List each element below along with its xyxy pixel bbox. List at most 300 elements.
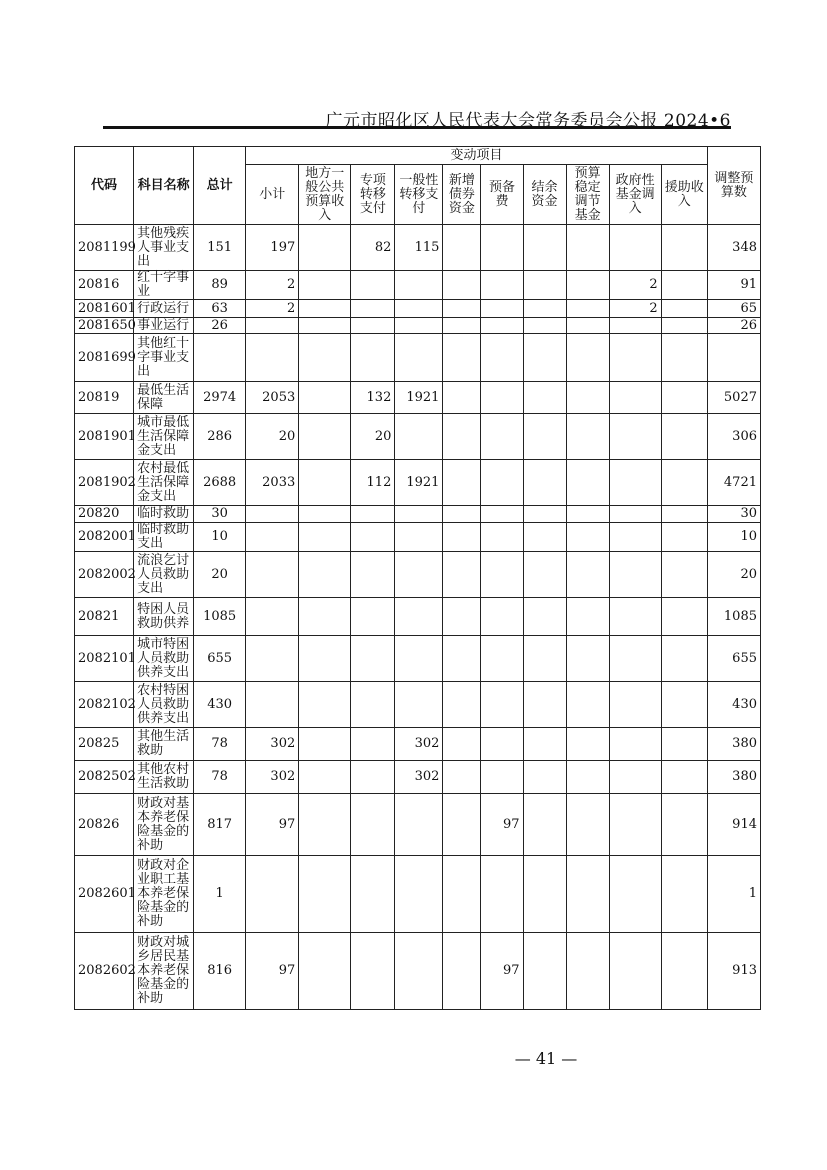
cell-change-value	[566, 225, 609, 271]
cell-change-value	[609, 682, 661, 728]
cell-adjusted: 91	[707, 271, 760, 300]
cell-change-value	[661, 682, 707, 728]
cell-adjusted: 655	[707, 636, 760, 682]
table-header	[75, 147, 761, 225]
cell-change-value: 97	[246, 794, 299, 856]
table-row	[75, 225, 761, 271]
budget-adjustment-table	[74, 146, 761, 1010]
cell-change-value	[351, 728, 395, 761]
table-row	[75, 761, 761, 794]
cell-subject-name: 农村最低生活保障金支出	[134, 460, 194, 506]
cell-change-value	[481, 636, 523, 682]
cell-subject-name: 临时救助	[134, 506, 194, 523]
subheader-col: 预算稳定调节基金	[566, 165, 609, 225]
header-code: 代码	[75, 147, 134, 225]
cell-change-value	[351, 318, 395, 334]
cell-subject-name: 临时救助支出	[134, 523, 194, 552]
cell-adjusted: 1	[707, 856, 760, 933]
cell-change-value	[523, 300, 566, 318]
cell-total: 20	[194, 552, 246, 598]
cell-change-value	[395, 334, 443, 382]
cell-change-value	[299, 300, 351, 318]
cell-change-value: 2053	[246, 382, 299, 414]
cell-adjusted: 10	[707, 523, 760, 552]
cell-change-value	[351, 761, 395, 794]
cell-change-value	[481, 382, 523, 414]
cell-change-value	[661, 552, 707, 598]
cell-change-value	[299, 856, 351, 933]
cell-code: 2081902	[75, 460, 134, 506]
cell-adjusted: 1085	[707, 598, 760, 636]
cell-change-value	[299, 761, 351, 794]
subheader-col: 预备费	[481, 165, 523, 225]
cell-change-value	[481, 506, 523, 523]
cell-change-value	[351, 334, 395, 382]
subheader-col: 小计	[246, 165, 299, 225]
cell-change-value	[523, 761, 566, 794]
cell-adjusted: 430	[707, 682, 760, 728]
table-row	[75, 318, 761, 334]
cell-subject-name: 财政对企业职工基本养老保险基金的补助	[134, 856, 194, 933]
cell-change-value	[523, 334, 566, 382]
cell-subject-name: 流浪乞讨人员救助支出	[134, 552, 194, 598]
table-row	[75, 300, 761, 318]
cell-change-value: 302	[395, 728, 443, 761]
cell-change-value	[443, 523, 481, 552]
cell-change-value	[443, 300, 481, 318]
cell-change-value: 2	[609, 300, 661, 318]
subheader-col: 援助收入	[661, 165, 707, 225]
cell-code: 2081199	[75, 225, 134, 271]
cell-change-value: 2	[246, 300, 299, 318]
cell-total: 286	[194, 414, 246, 460]
cell-code: 2081699	[75, 334, 134, 382]
cell-code: 20826	[75, 794, 134, 856]
cell-change-value	[609, 636, 661, 682]
cell-change-value	[481, 271, 523, 300]
cell-change-value	[661, 636, 707, 682]
cell-change-value	[395, 794, 443, 856]
cell-subject-name: 财政对城乡居民基本养老保险基金的补助	[134, 933, 194, 1010]
subheader-col: 政府性基金调入	[609, 165, 661, 225]
cell-change-value	[299, 318, 351, 334]
cell-change-value	[299, 271, 351, 300]
cell-change-value	[566, 598, 609, 636]
cell-subject-name: 红十字事业	[134, 271, 194, 300]
cell-total: 78	[194, 761, 246, 794]
cell-subject-name: 最低生活保障	[134, 382, 194, 414]
cell-adjusted: 26	[707, 318, 760, 334]
cell-change-value	[443, 414, 481, 460]
cell-change-value	[395, 506, 443, 523]
cell-adjusted: 4721	[707, 460, 760, 506]
cell-change-value	[523, 856, 566, 933]
cell-change-value	[609, 318, 661, 334]
cell-change-value	[443, 506, 481, 523]
cell-change-value	[523, 636, 566, 682]
cell-subject-name: 财政对基本养老保险基金的补助	[134, 794, 194, 856]
cell-change-value	[523, 682, 566, 728]
cell-change-value	[523, 271, 566, 300]
cell-change-value	[443, 460, 481, 506]
cell-change-value	[395, 300, 443, 318]
cell-change-value	[661, 728, 707, 761]
cell-change-value	[246, 682, 299, 728]
cell-change-value	[566, 318, 609, 334]
cell-change-value	[523, 794, 566, 856]
cell-change-value	[661, 382, 707, 414]
cell-change-value	[609, 598, 661, 636]
cell-code: 2082602	[75, 933, 134, 1010]
cell-change-value	[299, 414, 351, 460]
cell-adjusted	[707, 334, 760, 382]
cell-change-value	[299, 933, 351, 1010]
cell-total: 89	[194, 271, 246, 300]
table-row	[75, 636, 761, 682]
cell-adjusted: 5027	[707, 382, 760, 414]
table-row	[75, 523, 761, 552]
cell-change-value	[523, 728, 566, 761]
cell-change-value	[443, 794, 481, 856]
cell-change-value	[566, 856, 609, 933]
cell-subject-name: 城市特困人员救助供养支出	[134, 636, 194, 682]
page-number: — 41 —	[514, 1049, 578, 1068]
cell-adjusted: 20	[707, 552, 760, 598]
cell-change-value	[481, 598, 523, 636]
cell-change-value	[481, 460, 523, 506]
cell-change-value	[299, 460, 351, 506]
cell-change-value	[351, 636, 395, 682]
subheader-col: 结余资金	[523, 165, 566, 225]
cell-change-value	[481, 318, 523, 334]
cell-change-value	[299, 523, 351, 552]
cell-total	[194, 334, 246, 382]
table-row	[75, 506, 761, 523]
cell-change-value	[481, 682, 523, 728]
cell-change-value	[395, 271, 443, 300]
bulletin-header-title: 广元市昭化区人民代表大会常务委员会公报 2024•6	[325, 111, 731, 131]
cell-change-value	[523, 318, 566, 334]
cell-change-value: 112	[351, 460, 395, 506]
subheader-col: 地方一般公共预算收入	[299, 165, 351, 225]
table-row	[75, 598, 761, 636]
cell-total: 817	[194, 794, 246, 856]
cell-change-value	[351, 523, 395, 552]
table-row	[75, 460, 761, 506]
cell-change-value	[661, 334, 707, 382]
table-row	[75, 334, 761, 382]
cell-change-value	[443, 728, 481, 761]
cell-change-value	[246, 506, 299, 523]
cell-change-value	[443, 382, 481, 414]
cell-change-value	[443, 598, 481, 636]
cell-change-value	[395, 598, 443, 636]
cell-total: 816	[194, 933, 246, 1010]
cell-change-value: 302	[395, 761, 443, 794]
cell-adjusted: 914	[707, 794, 760, 856]
cell-subject-name: 其他农村生活救助	[134, 761, 194, 794]
cell-change-value	[523, 225, 566, 271]
cell-total: 10	[194, 523, 246, 552]
cell-change-value	[661, 414, 707, 460]
cell-change-value	[523, 598, 566, 636]
cell-change-value	[299, 794, 351, 856]
cell-change-value	[395, 856, 443, 933]
cell-change-value: 97	[481, 794, 523, 856]
cell-change-value	[443, 271, 481, 300]
cell-change-value	[609, 225, 661, 271]
cell-change-value	[609, 856, 661, 933]
cell-change-value	[299, 552, 351, 598]
cell-change-value	[609, 414, 661, 460]
cell-total: 1	[194, 856, 246, 933]
cell-change-value	[351, 506, 395, 523]
cell-change-value	[351, 856, 395, 933]
cell-change-value	[443, 856, 481, 933]
header-subject-name: 科目名称	[134, 147, 194, 225]
cell-change-value	[566, 382, 609, 414]
cell-adjusted: 380	[707, 761, 760, 794]
cell-change-value	[523, 506, 566, 523]
cell-change-value	[566, 728, 609, 761]
cell-code: 20820	[75, 506, 134, 523]
cell-change-value	[566, 794, 609, 856]
cell-change-value	[299, 728, 351, 761]
cell-change-value	[661, 318, 707, 334]
cell-change-value	[609, 933, 661, 1010]
cell-change-value	[443, 334, 481, 382]
cell-change-value	[246, 552, 299, 598]
cell-change-value: 132	[351, 382, 395, 414]
cell-change-value	[299, 598, 351, 636]
cell-change-value	[523, 523, 566, 552]
cell-total: 2974	[194, 382, 246, 414]
cell-code: 2081901	[75, 414, 134, 460]
cell-change-value	[246, 334, 299, 382]
cell-change-value	[351, 300, 395, 318]
cell-change-value	[481, 728, 523, 761]
cell-change-value	[566, 460, 609, 506]
header-total: 总计	[194, 147, 246, 225]
cell-code: 20821	[75, 598, 134, 636]
cell-change-value	[661, 506, 707, 523]
cell-change-value	[299, 682, 351, 728]
cell-total: 30	[194, 506, 246, 523]
table-row	[75, 728, 761, 761]
cell-adjusted: 306	[707, 414, 760, 460]
cell-code: 20819	[75, 382, 134, 414]
cell-total: 655	[194, 636, 246, 682]
cell-total: 63	[194, 300, 246, 318]
cell-change-value	[443, 225, 481, 271]
cell-change-value	[246, 523, 299, 552]
cell-change-value	[395, 523, 443, 552]
cell-code: 2081601	[75, 300, 134, 318]
cell-change-value: 2033	[246, 460, 299, 506]
table-row	[75, 933, 761, 1010]
cell-change-value	[566, 414, 609, 460]
cell-change-value	[609, 334, 661, 382]
cell-adjusted: 348	[707, 225, 760, 271]
cell-change-value: 97	[246, 933, 299, 1010]
cell-change-value	[661, 460, 707, 506]
cell-change-value	[351, 794, 395, 856]
cell-code: 2082102	[75, 682, 134, 728]
cell-change-value	[299, 334, 351, 382]
cell-adjusted: 30	[707, 506, 760, 523]
cell-change-value	[443, 761, 481, 794]
cell-subject-name: 行政运行	[134, 300, 194, 318]
cell-change-value	[246, 636, 299, 682]
cell-change-value	[481, 414, 523, 460]
cell-change-value	[481, 552, 523, 598]
cell-code: 2081650	[75, 318, 134, 334]
cell-total: 2688	[194, 460, 246, 506]
cell-change-value	[661, 523, 707, 552]
cell-subject-name: 农村特困人员救助供养支出	[134, 682, 194, 728]
cell-change-value	[351, 933, 395, 1010]
cell-change-value	[566, 552, 609, 598]
cell-change-value	[299, 506, 351, 523]
cell-change-value	[443, 552, 481, 598]
cell-change-value	[609, 382, 661, 414]
cell-adjusted: 65	[707, 300, 760, 318]
cell-code: 2082502	[75, 761, 134, 794]
cell-change-value	[566, 636, 609, 682]
cell-change-value	[395, 636, 443, 682]
cell-change-value	[609, 552, 661, 598]
cell-change-value	[443, 318, 481, 334]
subheader-col: 专项转移支付	[351, 165, 395, 225]
cell-total: 1085	[194, 598, 246, 636]
cell-subject-name: 其他红十字事业支出	[134, 334, 194, 382]
cell-change-value	[481, 523, 523, 552]
cell-code: 2082601	[75, 856, 134, 933]
cell-total: 151	[194, 225, 246, 271]
cell-change-value	[523, 933, 566, 1010]
cell-change-value	[443, 933, 481, 1010]
cell-change-value	[566, 933, 609, 1010]
cell-change-value	[566, 300, 609, 318]
subheader-col: 新增债券资金	[443, 165, 481, 225]
cell-change-value	[481, 856, 523, 933]
subheader-col: 一般性转移支付	[395, 165, 443, 225]
table-row	[75, 856, 761, 933]
cell-code: 2082001	[75, 523, 134, 552]
cell-change-value: 20	[246, 414, 299, 460]
cell-change-value	[246, 598, 299, 636]
cell-change-value	[609, 794, 661, 856]
cell-subject-name: 事业运行	[134, 318, 194, 334]
cell-change-value: 2	[246, 271, 299, 300]
header-adjusted-budget: 调整预算数	[707, 147, 760, 225]
table-row	[75, 414, 761, 460]
cell-change-value	[566, 334, 609, 382]
cell-change-value: 197	[246, 225, 299, 271]
cell-change-value: 302	[246, 728, 299, 761]
cell-change-value	[661, 856, 707, 933]
table-row	[75, 271, 761, 300]
table-row	[75, 682, 761, 728]
cell-change-value	[481, 300, 523, 318]
cell-change-value	[395, 682, 443, 728]
cell-change-value: 82	[351, 225, 395, 271]
table-body	[75, 225, 761, 1010]
cell-change-value	[299, 382, 351, 414]
cell-change-value: 1921	[395, 460, 443, 506]
cell-change-value	[395, 414, 443, 460]
cell-change-value	[351, 598, 395, 636]
cell-change-value	[609, 506, 661, 523]
cell-change-value: 97	[481, 933, 523, 1010]
cell-code: 20825	[75, 728, 134, 761]
cell-change-value	[523, 382, 566, 414]
cell-change-value	[661, 271, 707, 300]
cell-change-value: 115	[395, 225, 443, 271]
cell-change-value	[661, 300, 707, 318]
cell-change-value	[661, 794, 707, 856]
cell-change-value	[246, 856, 299, 933]
cell-adjusted: 913	[707, 933, 760, 1010]
cell-change-value: 20	[351, 414, 395, 460]
cell-subject-name: 其他残疾人事业支出	[134, 225, 194, 271]
cell-change-value	[661, 598, 707, 636]
cell-change-value	[351, 552, 395, 598]
cell-change-value	[395, 933, 443, 1010]
cell-change-value	[395, 552, 443, 598]
cell-change-value	[299, 636, 351, 682]
cell-code: 20816	[75, 271, 134, 300]
cell-change-value	[661, 761, 707, 794]
cell-change-value	[566, 682, 609, 728]
cell-change-value	[395, 318, 443, 334]
cell-total: 78	[194, 728, 246, 761]
cell-change-value	[523, 414, 566, 460]
cell-subject-name: 其他生活救助	[134, 728, 194, 761]
cell-change-value	[246, 318, 299, 334]
cell-change-value	[609, 761, 661, 794]
cell-change-value	[523, 552, 566, 598]
cell-change-value	[566, 523, 609, 552]
cell-change-value	[481, 761, 523, 794]
cell-change-value: 302	[246, 761, 299, 794]
cell-change-value	[566, 761, 609, 794]
cell-change-value	[351, 682, 395, 728]
cell-adjusted: 380	[707, 728, 760, 761]
cell-change-value	[609, 728, 661, 761]
cell-code: 2082101	[75, 636, 134, 682]
cell-change-value	[609, 460, 661, 506]
cell-change-value	[566, 271, 609, 300]
cell-change-value	[299, 225, 351, 271]
cell-subject-name: 特困人员救助供养	[134, 598, 194, 636]
cell-change-value	[566, 506, 609, 523]
cell-total: 26	[194, 318, 246, 334]
cell-change-value	[351, 271, 395, 300]
cell-change-value	[661, 225, 707, 271]
cell-change-value	[523, 460, 566, 506]
table-row	[75, 552, 761, 598]
cell-subject-name: 城市最低生活保障金支出	[134, 414, 194, 460]
cell-change-value	[609, 523, 661, 552]
header-change-items: 变动项目	[246, 147, 708, 165]
cell-change-value: 2	[609, 271, 661, 300]
header-rule	[103, 126, 731, 129]
cell-change-value	[481, 334, 523, 382]
table-row	[75, 382, 761, 414]
cell-total: 430	[194, 682, 246, 728]
cell-change-value	[481, 225, 523, 271]
